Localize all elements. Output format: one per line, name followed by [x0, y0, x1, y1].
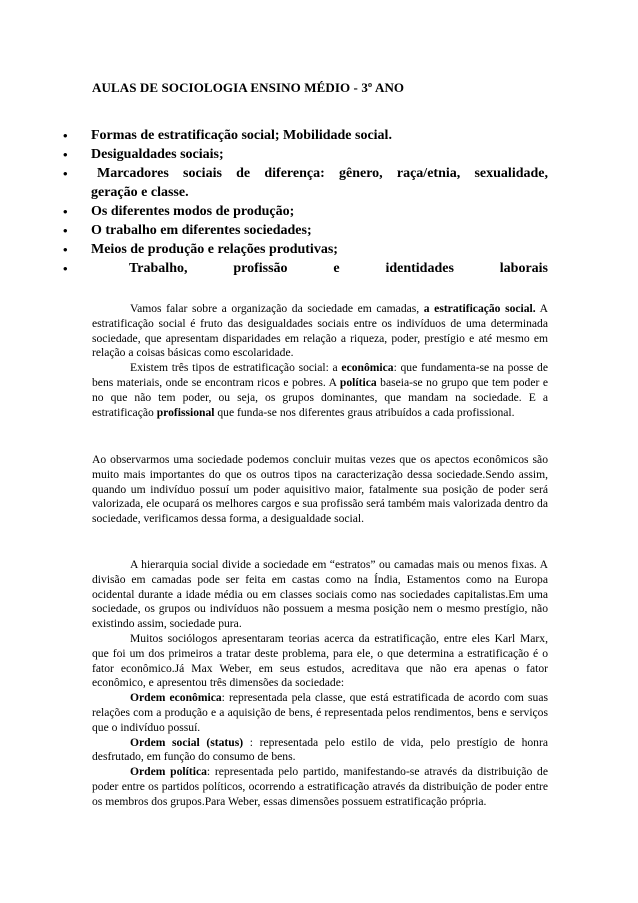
topic-text: Trabalho, profissão e identidades laborais	[129, 261, 548, 276]
paragraph: A hierarquia social divide a sociedade em “estratos” ou camadas mais ou menos fixas. A divisão em camadas pode ser feita em castas como na Índia, Estamentos como na Europa ocidental durante a idade média ou em classes sociais como nas sociedades capitalistas.Em uma sociedade, os grupos ou indivíduos não possuem a mesma posição nem o mesmo prestígio, não existindo assim, sociedade pura.	[92, 558, 548, 631]
page-title: AULAS DE SOCIOLOGIA ENSINO MÉDIO - 3º ANO	[92, 80, 405, 95]
section-stratification-intro	[92, 302, 548, 420]
paragraph: Ao observarmos uma sociedade podemos concluir muitas vezes que os apectos econômicos são muito mais importantes do que os outros tipos na caracterização dessa sociedade.Sendo assim, quando um indivíduo possuí um poder aquisitivo maior, fatalmente sua posição de poder será valorizada, ele ocupará os melhores cargos e sua profissão será também mais valorizada dentro da sociedade, verificamos dessa forma, a desigualdade social.	[92, 453, 548, 526]
paragraph: Ordem social (status) : representada pelo estilo de vida, pelo prestígio de honra desfrutado, em função do consumo de bens.	[92, 735, 548, 764]
bullet-icon: •	[63, 242, 68, 257]
bullet-icon: •	[63, 204, 68, 219]
bullet-icon: •	[63, 166, 68, 181]
topic-text: Meios de produção e relações produtivas;	[91, 242, 338, 257]
bullet-icon: •	[63, 223, 68, 238]
paragraph: Ordem política: representada pelo partido, manifestando-se através da distribuição de poder entre os partidos políticos, ocorrendo a estratificação através da distribuição de poder entre os membros dos grupos.Para Weber, essas dimensões possuem estratificação própria.	[92, 765, 549, 808]
paragraph: Existem três tipos de estratificação social: a econômica: que fundamenta-se na posse de bens materiais, onde se encontram ricos e pobres. A política baseia-se no grupo que tem poder e no que não tem poder, ou seja, os grupos dominantes, que mandam na sociedade. E a estratificação profissional que funda-se nos diferentes graus atribuídos a cada profissional.	[92, 361, 548, 419]
section-hierarchy	[92, 558, 548, 810]
topic-text: geração e classe.	[91, 185, 189, 200]
paragraph: Ordem econômica: representada pela classe, que está estratificada de acordo com suas relações com a produção e a aquisição de bens, é representada pelos rendimentos, bens e serviços que o indivíduo possuí.	[92, 691, 548, 734]
bullet-icon: •	[63, 147, 68, 162]
topic-text: Formas de estratificação social; Mobilidade social.	[91, 128, 392, 143]
bullet-icon: •	[63, 128, 68, 143]
section-economic-aspects	[92, 453, 548, 527]
paragraph: Muitos sociólogos apresentaram teorias acerca da estratificação, entre eles Karl Marx, que foi um dos primeiros a tratar deste problema, para ele, o que determina a estratificação é o fator econômico.Já Max Weber, em seus estudos, acreditava que não era apenas o fator econômico, e apresentou três dimensões da sociedade:	[92, 631, 548, 690]
bullet-icon: •	[63, 261, 68, 276]
paragraph: Vamos falar sobre a organização da sociedade em camadas, a estratificação social. A estratificação social é fruto das desigualdades sociais entre os indivíduos de uma determinada sociedade, que apresentam disparidades em relação a riqueza, poder, prestígio e até mesmo em relação a coisas básicas como escolaridade.	[92, 302, 548, 360]
topic-text: Desigualdades sociais;	[91, 147, 224, 162]
topic-text: Os diferentes modos de produção;	[91, 204, 295, 219]
topic-text: O trabalho em diferentes sociedades;	[91, 223, 312, 238]
topic-text: Marcadores sociais de diferença: gênero, raça/etnia, sexualidade,	[97, 166, 548, 181]
